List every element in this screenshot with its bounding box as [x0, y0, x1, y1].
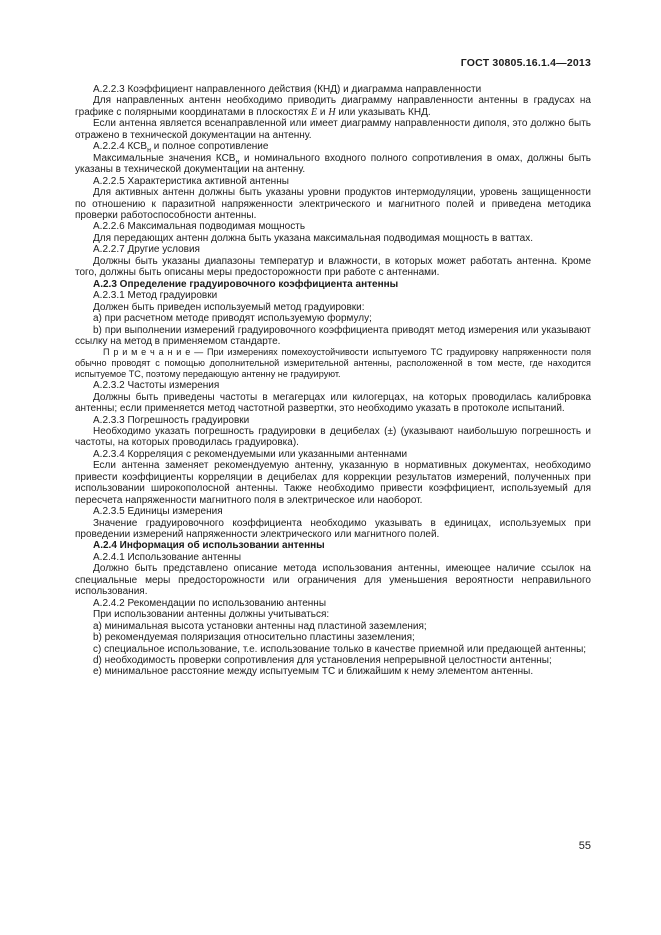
note-paragraph: П р и м е ч а н и е — При измерениях помехоустойчивости испытуемого ТС градуировку напряженности поля обычно проводят с помощью дополнительной измерительной антенны, расположенной в том месте, где находится испытуемое ТС, поэтому передающую антенну не градуируют.: [75, 347, 591, 380]
paragraph: а) при расчетном методе приводят используемую формулу;: [93, 313, 372, 325]
paragraph: b) рекомендуемая поляризация относительно пластины заземления;: [93, 632, 415, 644]
paragraph: Если антенна является всенаправленной или имеет диаграмму направленности диполя, это должно быть отражено в технической документации на антенну.: [75, 118, 591, 141]
paragraph: с) специальное использование, т.е. использование только в качестве приемной или предающей антенны;: [93, 643, 587, 655]
document-number-header: ГОСТ 30805.16.1.4—2013: [460, 57, 591, 69]
paragraph: d) необходимость проверки сопротивления для установления непрерывной целостности антенны;: [93, 655, 552, 667]
paragraph: а) минимальная высота установки антенны над пластиной заземления;: [93, 620, 427, 632]
paragraph: Должен быть приведен используемый метод градуировки:: [93, 301, 365, 313]
paragraph: А.2.2.6 Максимальная подводимая мощность: [93, 221, 306, 233]
paragraph: Максимальные значения $КСВ_н$ и номинального входного полного сопротивления в омах, должны быть указаны в технической документации на антенну.: [75, 152, 591, 176]
paragraph: А.2.2.7 Другие условия: [93, 244, 200, 256]
paragraph: А.2.2.5 Характеристика активной антенны: [93, 175, 289, 187]
section-heading: А.2.3 Определение градуировочного коэффициента антенны: [93, 278, 399, 290]
paragraph: А.2.3.5 Единицы измерения: [93, 506, 223, 518]
paragraph: Для активных антенн должны быть указаны уровни продуктов интермодуляции, уровень защищенности по отношению к паразитной напряженности электрического и магнитного полей и приведена методика проверки работоспособности антенны.: [75, 187, 591, 221]
paragraph: А.2.4.1 Использование антенны: [93, 551, 242, 563]
paragraph: А.2.4.2 Рекомендации по использованию антенны: [93, 597, 327, 609]
paragraph: Необходимо указать погрешность градуировки в децибелах (±) (указывают наибольшую погрешность и частоты, на которых проводилась градуировка).: [75, 425, 591, 449]
paragraph: А.2.3.2 Частоты измерения: [93, 380, 220, 392]
paragraph: А.2.3.4 Корреляция с рекомендуемыми или указанными антеннами: [93, 448, 408, 460]
paragraph: А.2.3.1 Метод градуировки: [93, 290, 218, 302]
document-body: [75, 84, 591, 678]
paragraph: Если антенна заменяет рекомендуемую антенну, указанную в нормативных документах, необходимо привести коэффициенты корреляции в децибелах для коррекции результатов измерений, полученных при использовании широкополосной антенны. Также необходимо привести коэффициент, используемый для пересчета напряженности магнитного поля в электрическое или наоборот.: [75, 460, 591, 506]
paragraph: Для передающих антенн должна быть указана максимальная подводимая мощность в ваттах.: [93, 232, 533, 244]
paragraph: Должны быть указаны диапазоны температур и влажности, в которых может работать антенна. Кроме того, должны быть описаны меры предосторожности при работе с антеннами.: [75, 255, 591, 279]
section-heading: А.2.4 Информация об использовании антенны: [93, 540, 325, 552]
paragraph: При использовании антенны должны учитываться:: [93, 609, 330, 621]
paragraph: А.2.2.4 $КСВ_н$ и полное сопротивление: [93, 141, 269, 155]
paragraph: Значение градуировочного коэффициента необходимо указывать в единицах, используемых при проведении измерений напряженности электрического или магнитного полей.: [75, 517, 591, 541]
paragraph: Для направленных антенн необходимо приводить диаграмму направленности антенны в градусах на графике с полярными координатами в плоскостях E и H или указывать КНД.: [75, 95, 591, 118]
page-number: 55: [578, 840, 591, 852]
paragraph: Должно быть представлено описание метода использования антенны, имеющее наличие ссылок на специальные меры предосторожности или ограничения для уменьшения вероятности неправильного использования.: [75, 563, 591, 598]
paragraph: А.2.3.3 Погрешность градуировки: [93, 414, 250, 426]
paragraph: Должны быть приведены частоты в мегагерцах или килогерцах, на которых проводилась калибровка антенны; если применяется метод частотной развертки, это необходимо указать в протоколе испытаний.: [75, 391, 591, 415]
paragraph: b) при выполнении измерений градуировочного коэффициента приводят метод измерения или указывают ссылку на метод в применяемом стандарте.: [75, 324, 591, 347]
paragraph: е) минимальное расстояние между испытуемым ТС и ближайшим к нему элементом антенны.: [93, 666, 534, 678]
paragraph: А.2.2.3 Коэффициент направленного действия (КНД) и диаграмма направленности: [93, 84, 482, 95]
